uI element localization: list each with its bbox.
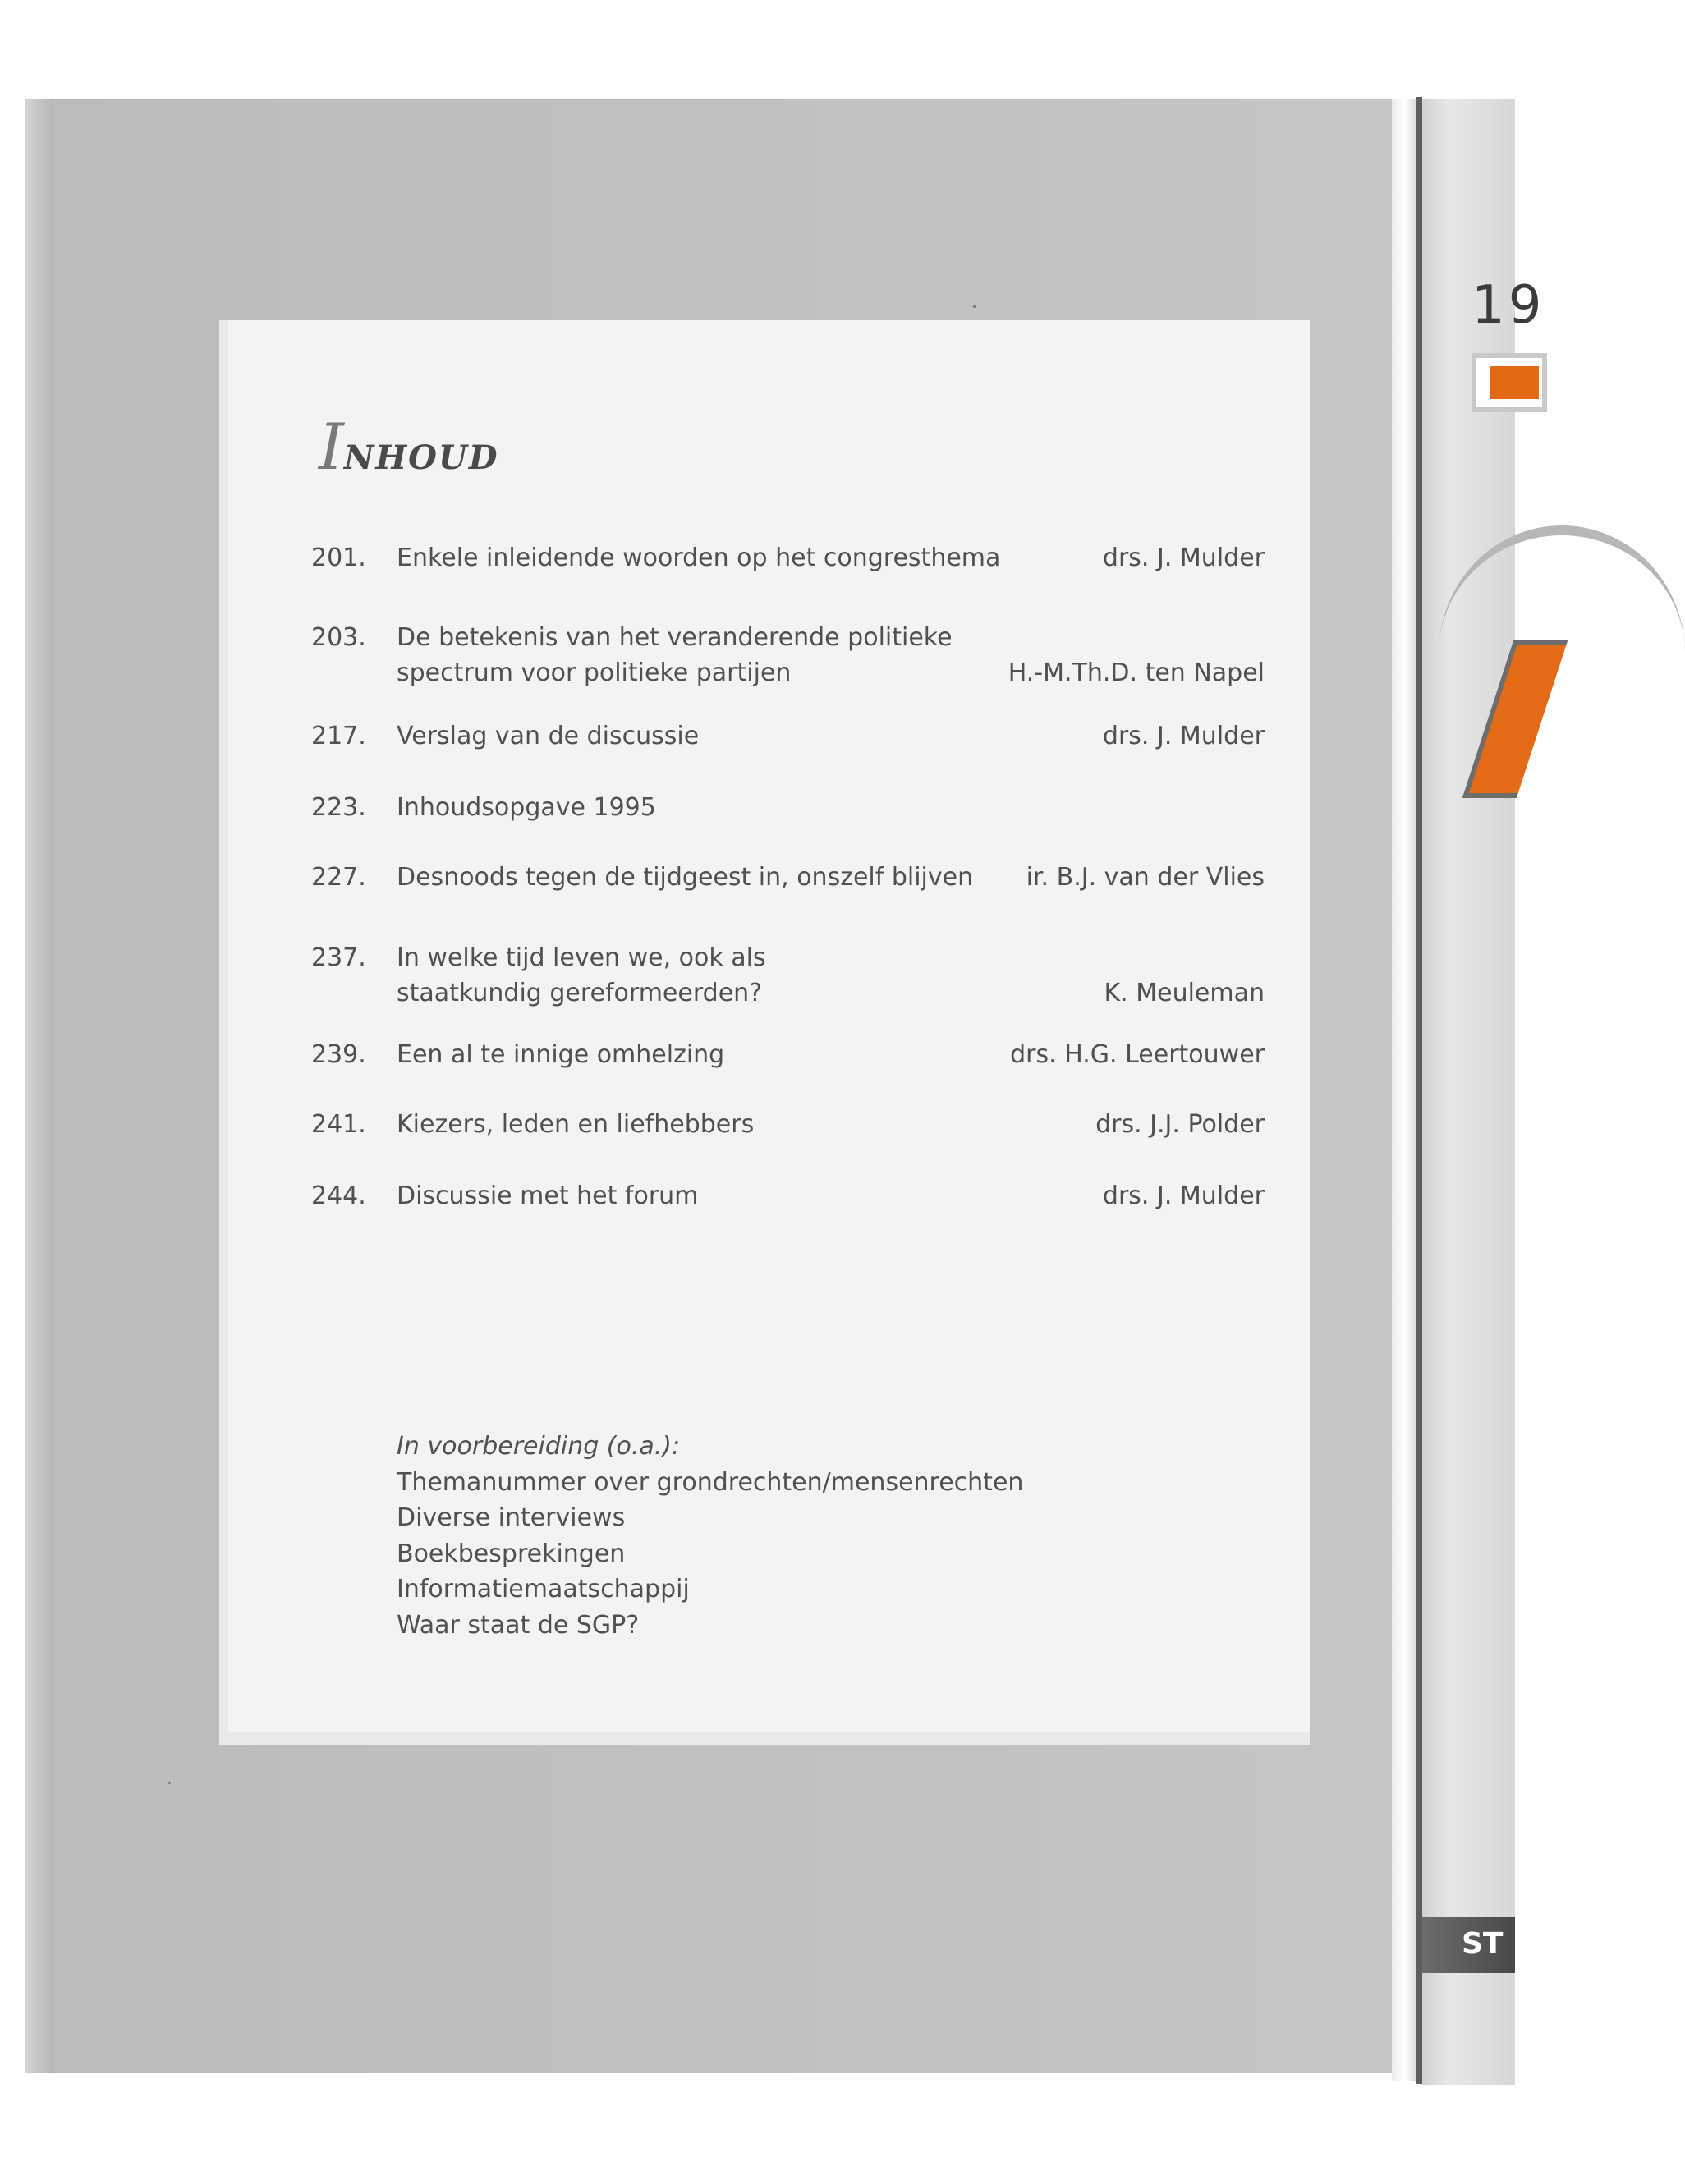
toc-title-line: Verslag van de discussie	[397, 722, 700, 750]
in-preparation-item: Waar staat de SGP?	[397, 1610, 640, 1640]
toc-page-number: 244.	[311, 1181, 366, 1210]
in-preparation-item: Informatiemaatschappij	[397, 1575, 690, 1604]
toc-entry	[228, 718, 1310, 754]
contents-page-paper	[228, 320, 1310, 1732]
toc-title-line: In welke tijd leven we, ook als	[397, 943, 766, 972]
front-cover-number: 19	[1472, 275, 1545, 336]
toc-title-line: spectrum voor politieke partijen	[397, 658, 792, 687]
toc-title	[397, 620, 988, 691]
toc-title	[397, 790, 988, 825]
toc-title	[397, 860, 988, 895]
toc-page-number: 227.	[311, 863, 366, 892]
toc-title-line: Een al te innige omhelzing	[397, 1040, 725, 1069]
contents-page	[219, 320, 1310, 1745]
toc-entry	[228, 1178, 1310, 1214]
toc-title-line: Enkele inleidende woorden op het congresthema	[397, 544, 1001, 572]
toc-title-line: Kiezers, leden en liefhebbers	[397, 1110, 755, 1139]
toc-entry	[228, 540, 1310, 576]
toc-page-number: 223.	[311, 793, 366, 822]
toc-title	[397, 1107, 988, 1142]
toc-title	[397, 718, 988, 754]
toc-page-number: 239.	[311, 1040, 366, 1069]
dust-speck	[168, 1782, 171, 1784]
toc-author: drs. J. Mulder	[1102, 1181, 1265, 1210]
toc-entry	[228, 790, 1310, 825]
toc-title	[397, 940, 988, 1011]
toc-page-number: 217.	[311, 722, 366, 750]
toc-title-line: staatkundig gereformeerden?	[397, 979, 763, 1007]
toc-title	[397, 540, 1001, 576]
page-title	[319, 411, 499, 484]
toc-author: drs. J. Mulder	[1102, 722, 1265, 750]
cover-edge	[25, 99, 54, 2073]
toc-author: drs. H.G. Leertouwer	[1010, 1040, 1265, 1069]
front-cover-label-text: ST	[1462, 1927, 1504, 1961]
toc-author: K. Meuleman	[1104, 979, 1265, 1007]
toc-title	[397, 1178, 988, 1214]
in-preparation-item: Diverse interviews	[397, 1503, 626, 1532]
toc-page-number: 241.	[311, 1110, 366, 1139]
toc-entry	[228, 1107, 1310, 1142]
in-preparation	[397, 1429, 1023, 1643]
front-cover-orange-box	[1472, 353, 1547, 412]
toc-title-line: Inhoudsopgave 1995	[397, 793, 656, 822]
toc-author: ir. B.J. van der Vlies	[1026, 863, 1265, 892]
in-preparation-item: Boekbesprekingen	[397, 1539, 626, 1568]
front-cover-label	[1422, 1917, 1515, 1973]
toc-author: drs. J.J. Polder	[1095, 1110, 1265, 1139]
toc-page-number: 237.	[311, 943, 366, 972]
toc-entry	[228, 1037, 1310, 1072]
toc-page-number: 201.	[311, 544, 366, 572]
spine-groove	[1416, 97, 1422, 2084]
in-preparation-heading: In voorbereiding (o.a.):	[397, 1432, 681, 1461]
title-initial: I	[319, 411, 344, 484]
toc-title-line: Discussie met het forum	[397, 1181, 699, 1210]
toc-title-line: De betekenis van het veranderende politieke	[397, 623, 953, 652]
toc-title-line: Desnoods tegen de tijdgeest in, onszelf blijven	[397, 863, 974, 892]
in-preparation-item: Themanummer over grondrechten/mensenrechten	[397, 1467, 1024, 1497]
toc-entry	[228, 940, 1310, 1011]
toc-author: drs. J. Mulder	[1102, 544, 1265, 572]
toc-author: H.-M.Th.D. ten Napel	[1008, 658, 1265, 687]
toc-page-number: 203.	[311, 623, 366, 652]
toc-title	[397, 1037, 988, 1072]
title-rest: NHOUD	[343, 438, 499, 477]
front-cover	[1422, 99, 1545, 2085]
dust-speck	[973, 305, 976, 308]
toc-entry	[228, 860, 1310, 895]
toc-entry	[228, 620, 1310, 691]
